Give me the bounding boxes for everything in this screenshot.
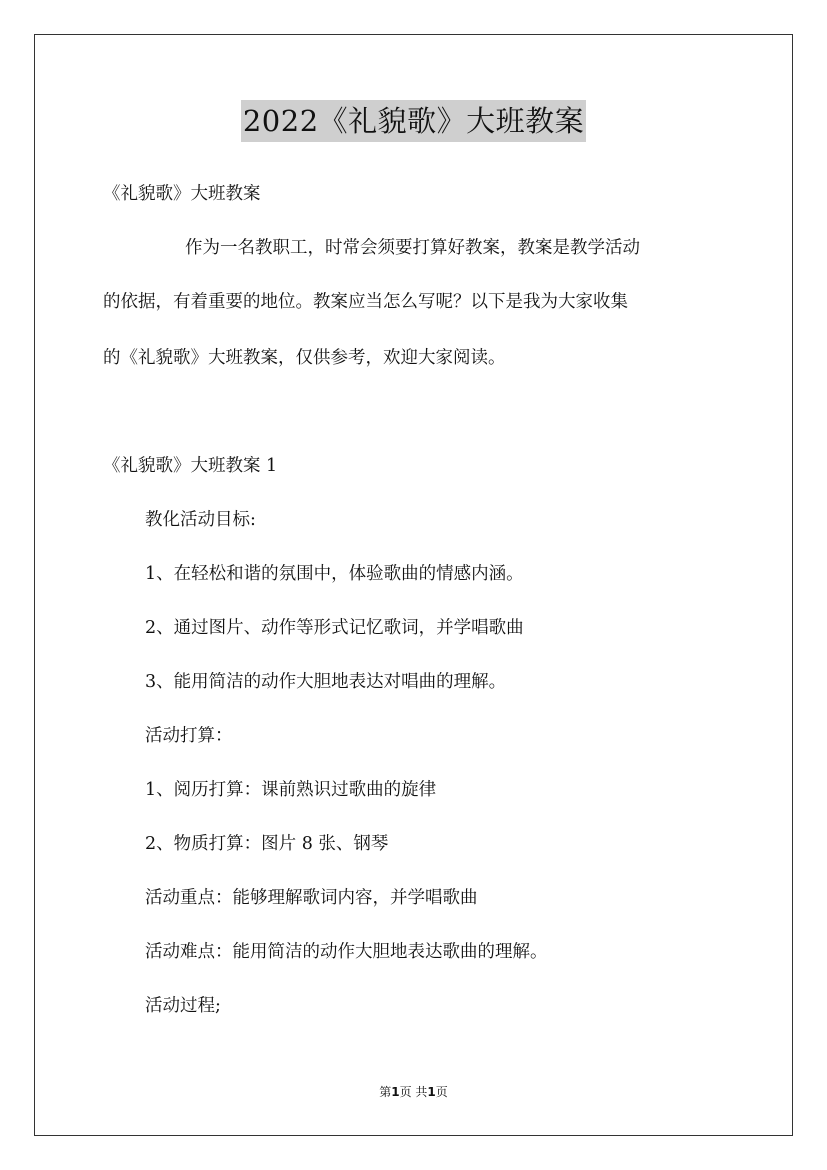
body-line-3: 2、通过图片、动作等形式记忆歌词，并学唱歌曲 (145, 618, 524, 638)
footer-prefix: 第 (379, 1085, 392, 1099)
body-line-4: 3、能用简洁的动作大胆地表达对唱曲的理解。 (145, 672, 507, 692)
footer-mid: 页 共 (399, 1085, 428, 1099)
intro-line-2: 的依据，有着重要的地位。教案应当怎么写呢？以下是我为大家收集 (103, 292, 628, 312)
body-line-7: 2、物质打算：图片 8 张、钢琴 (145, 834, 389, 854)
body-line-1: 教化活动目标: (145, 510, 256, 530)
footer-suffix: 页 (435, 1085, 448, 1099)
body-line-5: 活动打算： (145, 726, 233, 746)
footer-page-total: 1 (427, 1085, 436, 1099)
body-line-6: 1、阅历打算：课前熟识过歌曲的旋律 (145, 780, 437, 800)
body-line-10: 活动过程; (145, 996, 221, 1016)
subtitle: 《礼貌歌》大班教案 (103, 184, 261, 204)
intro-line-1: 作为一名教职工，时常会须要打算好教案，教案是教学活动 (185, 238, 640, 258)
body-line-8: 活动重点：能够理解歌词内容，并学唱歌曲 (145, 888, 478, 908)
page-footer (0, 1083, 827, 1100)
document-title: 2022《礼貌歌》大班教案 (241, 100, 586, 142)
body-line-9: 活动难点：能用简洁的动作大胆地表达歌曲的理解。 (145, 942, 548, 962)
title-container (0, 100, 827, 142)
section-heading: 《礼貌歌》大班教案 1 (103, 456, 278, 476)
intro-line-3: 的《礼貌歌》大班教案，仅供参考，欢迎大家阅读。 (103, 348, 506, 368)
footer-page-number: 1 (391, 1085, 400, 1099)
body-line-2: 1、在轻松和谐的氛围中，体验歌曲的情感内涵。 (145, 564, 524, 584)
